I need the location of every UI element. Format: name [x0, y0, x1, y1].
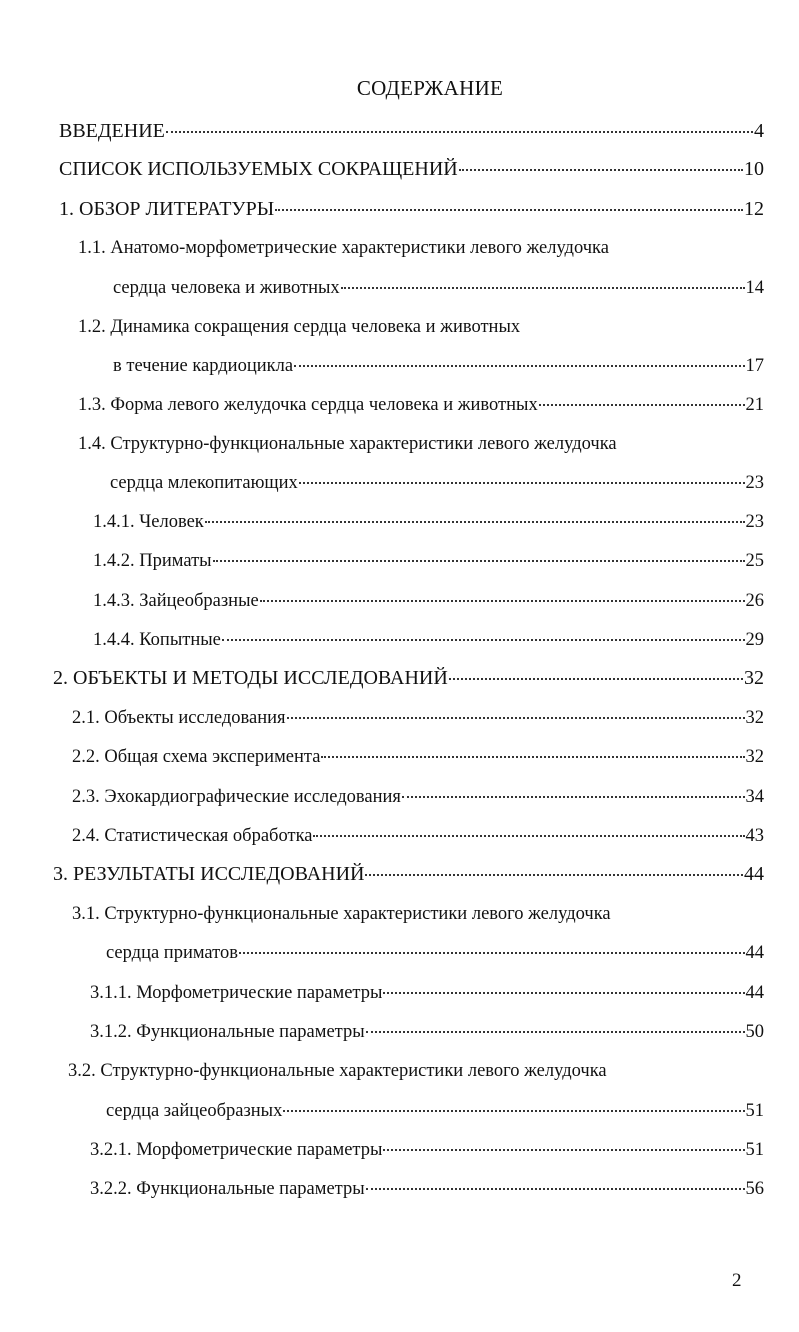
- toc-entry: [59, 197, 764, 221]
- toc-leader: [459, 169, 743, 171]
- toc-leader: [294, 365, 744, 367]
- toc-entry: [59, 157, 764, 181]
- toc-entry-page: 26: [745, 591, 764, 611]
- toc-entry-text: 1.4.4. Копытные: [93, 630, 221, 650]
- toc-entry: [72, 706, 764, 730]
- toc-entry-page: 14: [745, 278, 764, 298]
- toc-entry-text: сердца человека и животных: [113, 278, 340, 298]
- toc-entry-page: 25: [745, 551, 764, 571]
- toc-leader: [383, 992, 744, 994]
- toc-entry-first-line: 1.2. Динамика сокращения сердца человека и животных: [78, 317, 521, 337]
- toc-entry-first-line: 3.1. Структурно-функциональные характеристики левого желудочка: [72, 904, 611, 924]
- toc-entry-text: 1.4.2. Приматы: [93, 551, 212, 571]
- toc-leader: [222, 639, 745, 641]
- toc-entry-text: 2. ОБЪЕКТЫ И МЕТОДЫ ИССЛЕДОВАНИЙ: [53, 667, 448, 689]
- toc-entry-text: 3.1.1. Морфометрические параметры: [90, 983, 383, 1003]
- toc-entry-text: 1. ОБЗОР ЛИТЕРАТУРЫ: [59, 198, 275, 220]
- toc-entry: [106, 941, 764, 965]
- toc-entry-page: 44: [745, 943, 764, 963]
- toc-entry-page: 32: [745, 708, 764, 728]
- toc-entry-text: 3.1.2. Функциональные параметры: [90, 1022, 365, 1042]
- toc-entry-page: 29: [745, 630, 764, 650]
- toc-leader: [213, 560, 745, 562]
- toc-leader: [321, 756, 744, 758]
- toc-entry-text: 3. РЕЗУЛЬТАТЫ ИССЛЕДОВАНИЙ: [53, 863, 365, 885]
- toc-entry-page: 43: [745, 826, 764, 846]
- toc-entry-text: 2.1. Объекты исследования: [72, 708, 286, 728]
- toc-leader: [239, 952, 745, 954]
- toc-leader: [402, 796, 745, 798]
- toc-entry-text: в течение кардиоцикла: [113, 356, 294, 376]
- toc-leader: [287, 717, 745, 719]
- page-title: СОДЕРЖАНИЕ: [356, 76, 504, 100]
- toc-leader: [449, 678, 743, 680]
- toc-entry-text: 1.3. Форма левого желудочка сердца человека и животных: [78, 395, 538, 415]
- toc-entry-page: 56: [745, 1179, 764, 1199]
- toc-entry: [110, 471, 764, 495]
- toc-entry-page: 44: [744, 863, 764, 885]
- toc-entry-page: 34: [745, 787, 764, 807]
- toc-leader: [365, 874, 743, 876]
- toc-entry-text: 2.3. Эхокардиографические исследования: [72, 787, 401, 807]
- toc-entry: [106, 1099, 764, 1123]
- toc-entry: [90, 981, 764, 1005]
- toc-entry-page: 10: [744, 158, 764, 180]
- toc-entry-first-line: 3.2. Структурно-функциональные характеристики левого желудочка: [68, 1061, 607, 1081]
- toc-entry: [59, 119, 764, 143]
- toc-entry: [93, 510, 764, 534]
- toc-entry: [78, 393, 764, 417]
- toc-leader: [539, 404, 745, 406]
- toc-entry: [90, 1138, 764, 1162]
- toc-leader: [260, 600, 745, 602]
- toc-leader: [313, 835, 744, 837]
- toc-entry: [113, 276, 764, 300]
- toc-entry-text: сердца приматов: [106, 943, 238, 963]
- toc-leader: [341, 287, 745, 289]
- toc-entry-text: 1.4.3. Зайцеобразные: [93, 591, 259, 611]
- toc-entry-page: 32: [744, 667, 764, 689]
- page-number: 2: [732, 1270, 742, 1291]
- toc-entry-page: 51: [745, 1101, 764, 1121]
- toc-entry-page: 50: [745, 1022, 764, 1042]
- toc-entry-page: 44: [745, 983, 764, 1003]
- toc-entry-text: 2.2. Общая схема эксперимента: [72, 747, 321, 767]
- toc-entry-page: 4: [754, 120, 764, 142]
- toc-entry-text: 3.2.1. Морфометрические параметры: [90, 1140, 383, 1160]
- toc-entry-text: сердца млекопитающих: [110, 473, 298, 493]
- toc-entry-page: 23: [745, 512, 764, 532]
- toc-entry-page: 21: [745, 395, 764, 415]
- toc-entry: [90, 1020, 764, 1044]
- toc-entry-text: СПИСОК ИСПОЛЬЗУЕМЫХ СОКРАЩЕНИЙ: [59, 158, 458, 180]
- toc-leader: [283, 1110, 744, 1112]
- toc-leader: [366, 1031, 745, 1033]
- toc-entry-text: ВВЕДЕНИЕ: [59, 120, 165, 142]
- toc-entry: [90, 1177, 764, 1201]
- toc-entry: [72, 824, 764, 848]
- toc-entry-text: 3.2.2. Функциональные параметры: [90, 1179, 365, 1199]
- toc-entry: [72, 785, 764, 809]
- toc-entry-page: 17: [745, 356, 764, 376]
- toc-leader: [366, 1188, 745, 1190]
- toc-entry-text: сердца зайцеобразных: [106, 1101, 283, 1121]
- toc-entry: [53, 862, 764, 886]
- toc-leader: [205, 521, 745, 523]
- toc-entry: [93, 589, 764, 613]
- toc-leader: [383, 1149, 744, 1151]
- toc-leader: [166, 131, 753, 133]
- toc-entry-first-line: 1.1. Анатомо-морфометрические характеристики левого желудочка: [78, 238, 609, 258]
- toc-entry-text: 2.4. Статистическая обработка: [72, 826, 313, 846]
- toc-entry: [53, 666, 764, 690]
- toc-entry-page: 12: [744, 198, 764, 220]
- toc-entry-text: 1.4.1. Человек: [93, 512, 204, 532]
- toc-entry-first-line: 1.4. Структурно-функциональные характеристики левого желудочка: [78, 434, 617, 454]
- toc-entry: [93, 628, 764, 652]
- toc-entry-page: 23: [745, 473, 764, 493]
- toc-entry: [113, 354, 764, 378]
- toc-entry: [93, 549, 764, 573]
- toc-leader: [299, 482, 745, 484]
- toc-entry: [72, 745, 764, 769]
- toc-leader: [275, 209, 743, 211]
- toc-entry-page: 32: [745, 747, 764, 767]
- toc-entry-page: 51: [745, 1140, 764, 1160]
